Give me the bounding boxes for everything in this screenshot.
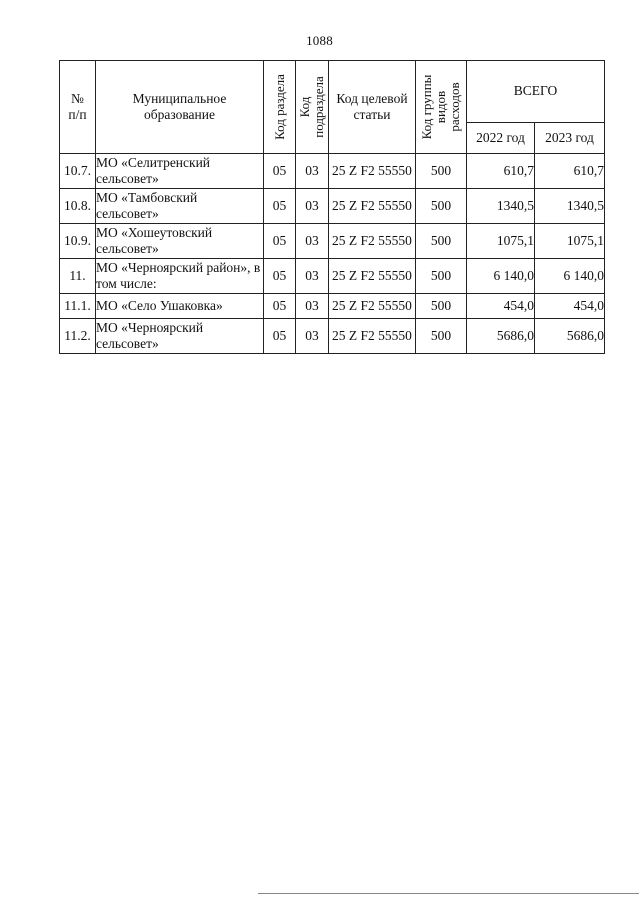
cell-municipality: МО «Хошеутовский сельсовет» [96, 224, 264, 259]
cell-2022: 6 140,0 [467, 259, 535, 294]
header-num: № п/п [60, 61, 96, 154]
cell-num: 11. [60, 259, 96, 294]
cell-2023: 1075,1 [535, 224, 605, 259]
cell-group: 500 [416, 154, 467, 189]
cell-target: 25 Z F2 55550 [329, 319, 416, 354]
table-row [60, 189, 605, 224]
cell-group: 500 [416, 259, 467, 294]
cell-subsection: 03 [296, 154, 329, 189]
cell-2023: 454,0 [535, 294, 605, 319]
cell-section: 05 [264, 319, 296, 354]
cell-num: 11.1. [60, 294, 96, 319]
table-row [60, 259, 605, 294]
header-expense-group-code: Код группы видов расходов [416, 61, 467, 154]
cell-municipality: МО «Черноярский сельсовет» [96, 319, 264, 354]
cell-target: 25 Z F2 55550 [329, 294, 416, 319]
cell-municipality: МО «Черноярский район», в том числе: [96, 259, 264, 294]
table-row [60, 154, 605, 189]
cell-2023: 1340,5 [535, 189, 605, 224]
cell-num: 10.7. [60, 154, 96, 189]
cell-target: 25 Z F2 55550 [329, 224, 416, 259]
header-municipality: Муниципальное образование [96, 61, 264, 154]
header-target-code: Код целевой статьи [329, 61, 416, 154]
cell-2022: 1075,1 [467, 224, 535, 259]
header-total: ВСЕГО [467, 61, 605, 123]
cell-municipality: МО «Село Ушаковка» [96, 294, 264, 319]
cell-2023: 5686,0 [535, 319, 605, 354]
cell-section: 05 [264, 154, 296, 189]
cell-num: 10.9. [60, 224, 96, 259]
cell-num: 11.2. [60, 319, 96, 354]
cell-subsection: 03 [296, 189, 329, 224]
cell-num: 10.8. [60, 189, 96, 224]
cell-subsection: 03 [296, 294, 329, 319]
cell-2023: 610,7 [535, 154, 605, 189]
cell-2022: 610,7 [467, 154, 535, 189]
header-year-2023: 2023 год [535, 122, 605, 153]
cell-subsection: 03 [296, 259, 329, 294]
cell-section: 05 [264, 294, 296, 319]
cell-section: 05 [264, 259, 296, 294]
cell-target: 25 Z F2 55550 [329, 259, 416, 294]
table-row [60, 224, 605, 259]
cell-municipality: МО «Тамбовский сельсовет» [96, 189, 264, 224]
table-row [60, 294, 605, 319]
header-year-2022: 2022 год [467, 122, 535, 153]
cell-2022: 5686,0 [467, 319, 535, 354]
cell-group: 500 [416, 189, 467, 224]
cell-group: 500 [416, 224, 467, 259]
budget-table [59, 60, 605, 354]
cell-target: 25 Z F2 55550 [329, 154, 416, 189]
cell-municipality: МО «Селитренский сельсовет» [96, 154, 264, 189]
cell-group: 500 [416, 294, 467, 319]
cell-2022: 1340,5 [467, 189, 535, 224]
cell-subsection: 03 [296, 319, 329, 354]
cell-subsection: 03 [296, 224, 329, 259]
scan-edge-line [258, 893, 639, 894]
header-row [60, 61, 605, 123]
cell-group: 500 [416, 319, 467, 354]
header-subsection-code: Код подраздела [296, 61, 329, 154]
table-row [60, 319, 605, 354]
cell-section: 05 [264, 224, 296, 259]
cell-2023: 6 140,0 [535, 259, 605, 294]
cell-2022: 454,0 [467, 294, 535, 319]
page-number: 1088 [306, 33, 333, 48]
cell-target: 25 Z F2 55550 [329, 189, 416, 224]
header-section-code: Код раздела [264, 61, 296, 154]
cell-section: 05 [264, 189, 296, 224]
